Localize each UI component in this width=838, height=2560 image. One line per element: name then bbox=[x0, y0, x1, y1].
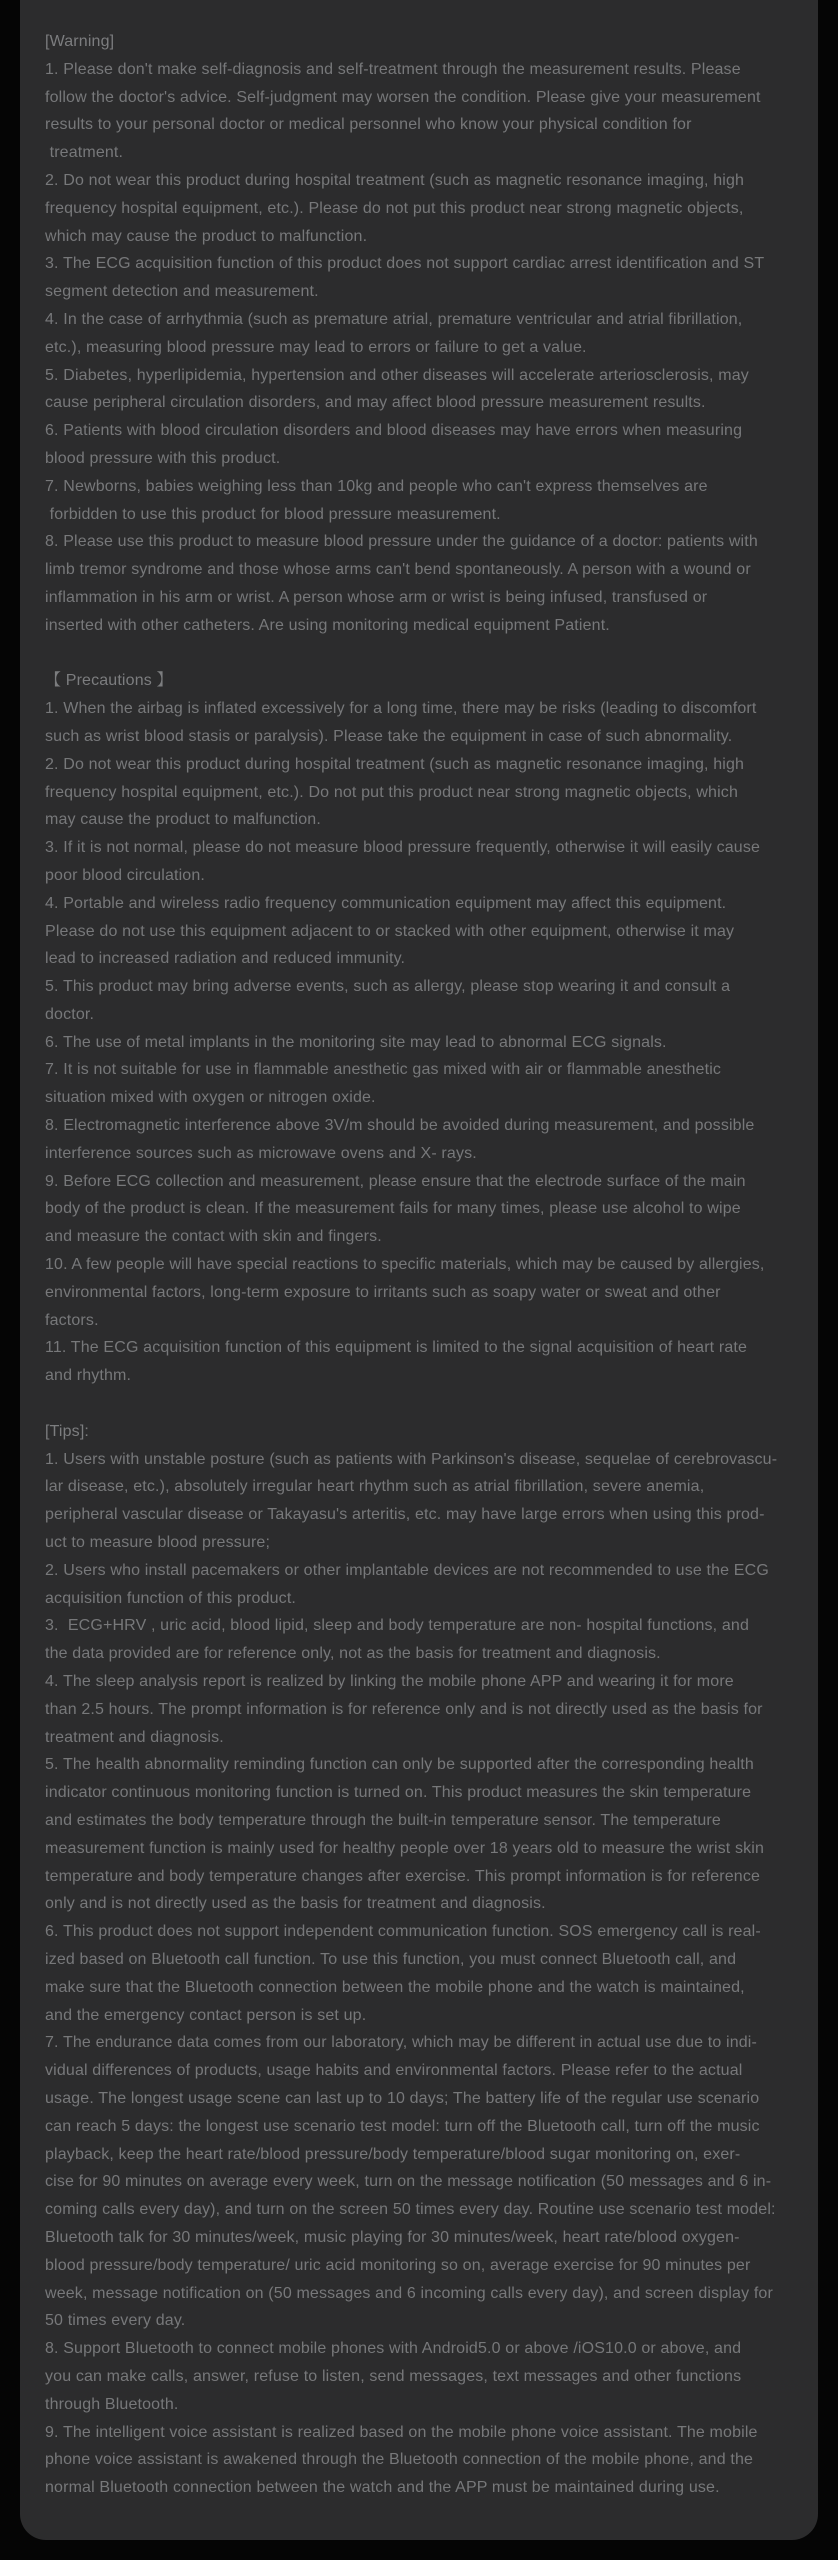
text-line: 4. In the case of arrhythmia (such as premature atrial, premature ventricular and atrial fibrillation, bbox=[45, 310, 743, 328]
text-line: doctor. bbox=[45, 1005, 95, 1023]
text-line: Please do not use this equipment adjacent to or stacked with other equipment, otherwise it may bbox=[45, 922, 735, 940]
text-line: 10. A few people will have special reactions to specific materials, which may be caused by allergies, bbox=[45, 1256, 765, 1274]
text-line: 3. ECG+HRV , uric acid, blood lipid, sleep and body temperature are non- hospital functions, and bbox=[45, 1617, 749, 1635]
text-line: 4. The sleep analysis report is realized by linking the mobile phone APP and wearing it for more bbox=[45, 1673, 734, 1691]
text-line: results to your personal doctor or medical personnel who know your physical condition for bbox=[45, 116, 692, 134]
section-precautions bbox=[45, 667, 794, 1390]
text-line: 7. The endurance data comes from our laboratory, which may be different in actual use due to indi- bbox=[45, 2034, 757, 2052]
text-line: 2. Do not wear this product during hospital treatment (such as magnetic resonance imaging, high bbox=[45, 171, 745, 189]
document-body bbox=[20, 0, 818, 2502]
section-tips bbox=[45, 1418, 794, 2502]
text-line: 7. It is not suitable for use in flammable anesthetic gas mixed with air or flammable anesthetic bbox=[45, 1061, 722, 1079]
text-line: the data provided are for reference only, not as the basis for treatment and diagnosis. bbox=[45, 1645, 661, 1663]
text-line: and the emergency contact person is set up. bbox=[45, 2006, 367, 2024]
text-line: through Bluetooth. bbox=[45, 2395, 179, 2413]
text-line: poor blood circulation. bbox=[45, 866, 205, 884]
text-line: week, message notification on (50 messages and 6 incoming calls every day), and screen display for bbox=[45, 2284, 773, 2302]
text-line: factors. bbox=[45, 1311, 99, 1329]
text-line: vidual differences of products, usage habits and environmental factors. Please refer to the actual bbox=[45, 2062, 743, 2080]
text-line: such as wrist blood stasis or paralysis). Please take the equipment in case of such abnormality. bbox=[45, 727, 733, 745]
section-title-warning: [Warning] bbox=[45, 33, 115, 50]
text-line: than 2.5 hours. The prompt information is for reference only and is not directly used as the basis for bbox=[45, 1700, 763, 1718]
text-line: which may cause the product to malfunction. bbox=[45, 227, 368, 245]
text-line: acquisition function of this product. bbox=[45, 1589, 297, 1607]
text-line: 5. The health abnormality reminding function can only be supported after the corresponding health bbox=[45, 1756, 754, 1774]
section-warning bbox=[45, 28, 794, 640]
text-line: cise for 90 minutes on average every week, turn on the message notification (50 messages and 6 in- bbox=[45, 2173, 772, 2191]
text-line: 9. Before ECG collection and measurement, please ensure that the electrode surface of the main bbox=[45, 1172, 746, 1190]
text-line: 6. The use of metal implants in the monitoring site may lead to abnormal ECG signals. bbox=[45, 1033, 667, 1051]
text-line: and measure the contact with skin and fingers. bbox=[45, 1228, 382, 1246]
text-line: peripheral vascular disease or Takayasu's arteritis, etc. may have large errors when using this prod- bbox=[45, 1506, 765, 1524]
text-line: 1. When the airbag is inflated excessively for a long time, there may be risks (leading to discomfort bbox=[45, 700, 757, 718]
text-line: 3. If it is not normal, please do not measure blood pressure frequently, otherwise it will easily cause bbox=[45, 839, 761, 857]
text-line: 1. Please don't make self-diagnosis and self-treatment through the measurement results. Please bbox=[45, 60, 741, 78]
section-title-precautions: 【 Precautions 】 bbox=[45, 672, 173, 690]
text-line: indicator continuous monitoring function is turned on. This product measures the skin temperature bbox=[45, 1784, 752, 1802]
text-line: uct to measure blood pressure; bbox=[45, 1534, 271, 1552]
text-line: follow the doctor's advice. Self-judgment may worsen the condition. Please give your measurement bbox=[45, 88, 761, 106]
text-line: inserted with other catheters. Are using monitoring medical equipment Patient. bbox=[45, 616, 610, 634]
text-line: 3. The ECG acquisition function of this product does not support cardiac arrest identification and ST bbox=[45, 255, 765, 273]
text-line: blood pressure/body temperature/ uric acid monitoring so on, average exercise for 90 minutes per bbox=[45, 2256, 751, 2274]
text-line: may cause the product to malfunction. bbox=[45, 811, 321, 829]
text-line: treatment. bbox=[45, 144, 124, 162]
text-line: 8. Please use this product to measure blood pressure under the guidance of a doctor: patients with bbox=[45, 533, 758, 551]
text-line: 11. The ECG acquisition function of this equipment is limited to the signal acquisition of heart rate bbox=[45, 1339, 748, 1357]
text-line: inflammation in his arm or wrist. A person whose arm or wrist is being infused, transfused or bbox=[45, 588, 708, 606]
text-line: measurement function is mainly used for healthy people over 18 years old to measure the wrist skin bbox=[45, 1839, 765, 1857]
text-line: 8. Electromagnetic interference above 3V/m should be avoided during measurement, and possible bbox=[45, 1117, 755, 1135]
text-line: 1. Users with unstable posture (such as patients with Parkinson's disease, sequelae of cerebrovascu- bbox=[45, 1450, 778, 1468]
text-line: 4. Portable and wireless radio frequency communication equipment may affect this equipment. bbox=[45, 894, 727, 912]
text-line: temperature and body temperature changes after exercise. This prompt information is for reference bbox=[45, 1867, 761, 1885]
content-card bbox=[20, 0, 818, 2540]
text-line: situation mixed with oxygen or nitrogen oxide. bbox=[45, 1089, 376, 1107]
text-line: 6. Patients with blood circulation disorders and blood diseases may have errors when measuring bbox=[45, 422, 743, 440]
text-line: only and is not directly used as the basis for treatment and diagnosis. bbox=[45, 1895, 546, 1913]
text-line: 7. Newborns, babies weighing less than 10kg and people who can't express themselves are bbox=[45, 477, 708, 495]
text-line: treatment and diagnosis. bbox=[45, 1728, 224, 1746]
section-title-tips: [Tips]: bbox=[45, 1422, 90, 1440]
text-line: 5. Diabetes, hyperlipidemia, hypertension and other diseases will accelerate arteriosclerosis, may bbox=[45, 366, 749, 384]
text-line: coming calls every day), and turn on the screen 50 times every day. Routine use scenario test model: bbox=[45, 2201, 776, 2219]
text-line: lar disease, etc.), absolutely irregular heart rhythm such as atrial fibrillation, severe anemia, bbox=[45, 1478, 705, 1496]
text-line: limb tremor syndrome and those whose arms can't bend spontaneously. A person with a wound or bbox=[45, 561, 751, 579]
text-line: body of the product is clean. If the measurement fails for many times, please use alcohol to wipe bbox=[45, 1200, 741, 1218]
text-line: Bluetooth talk for 30 minutes/week, music playing for 30 minutes/week, heart rate/blood oxygen- bbox=[45, 2228, 740, 2246]
text-line: and estimates the body temperature through the built-in temperature sensor. The temperature bbox=[45, 1812, 721, 1829]
text-line: forbidden to use this product for blood pressure measurement. bbox=[45, 505, 501, 523]
text-line: playback, keep the heart rate/blood pressure/body temperature/blood sugar monitoring on, exer- bbox=[45, 2145, 741, 2163]
text-line: normal Bluetooth connection between the watch and the APP must be maintained during use. bbox=[45, 2479, 720, 2497]
text-line: interference sources such as microwave ovens and X- rays. bbox=[45, 1144, 477, 1162]
text-line: and rhythm. bbox=[45, 1367, 132, 1385]
text-line: phone voice assistant is awakened through the Bluetooth connection of the mobile phone, and the bbox=[45, 2451, 754, 2469]
text-line: frequency hospital equipment, etc.). Do not put this product near strong magnetic objects, which bbox=[45, 783, 738, 801]
text-line: environmental factors, long-term exposure to irritants such as soapy water or sweat and other bbox=[45, 1283, 721, 1301]
text-line: can reach 5 days: the longest use scenario test model: turn off the Bluetooth call, turn off the music bbox=[45, 2117, 760, 2135]
text-line: you can make calls, answer, refuse to listen, send messages, text messages and other functions bbox=[45, 2367, 742, 2385]
text-line: 2. Do not wear this product during hospital treatment (such as magnetic resonance imaging, high bbox=[45, 755, 745, 773]
text-line: cause peripheral circulation disorders, and may affect blood pressure measurement results. bbox=[45, 394, 706, 412]
text-line: 9. The intelligent voice assistant is realized based on the mobile phone voice assistant. The mobile bbox=[45, 2423, 758, 2441]
text-line: etc.), measuring blood pressure may lead to errors or failure to get a value. bbox=[45, 338, 587, 356]
text-line: 6. This product does not support independent communication function. SOS emergency call is real- bbox=[45, 1923, 761, 1941]
text-line: usage. The longest usage scene can last up to 10 days; The battery life of the regular use scenario bbox=[45, 2089, 760, 2107]
text-line: 8. Support Bluetooth to connect mobile phones with Android5.0 or above /iOS10.0 or above, and bbox=[45, 2340, 742, 2358]
text-line: blood pressure with this product. bbox=[45, 449, 281, 467]
text-line: 50 times every day. bbox=[45, 2312, 186, 2330]
text-line: 2. Users who install pacemakers or other implantable devices are not recommended to use the ECG bbox=[45, 1561, 769, 1579]
text-line: 5. This product may bring adverse events, such as allergy, please stop wearing it and consult a bbox=[45, 978, 731, 996]
text-line: frequency hospital equipment, etc.). Please do not put this product near strong magnetic objects, bbox=[45, 199, 744, 217]
text-line: make sure that the Bluetooth connection between the mobile phone and the watch is maintained, bbox=[45, 1978, 745, 1996]
text-line: segment detection and measurement. bbox=[45, 283, 319, 301]
text-line: lead to increased radiation and reduced immunity. bbox=[45, 950, 406, 968]
text-line: ized based on Bluetooth call function. To use this function, you must connect Bluetooth call, and bbox=[45, 1950, 737, 1968]
